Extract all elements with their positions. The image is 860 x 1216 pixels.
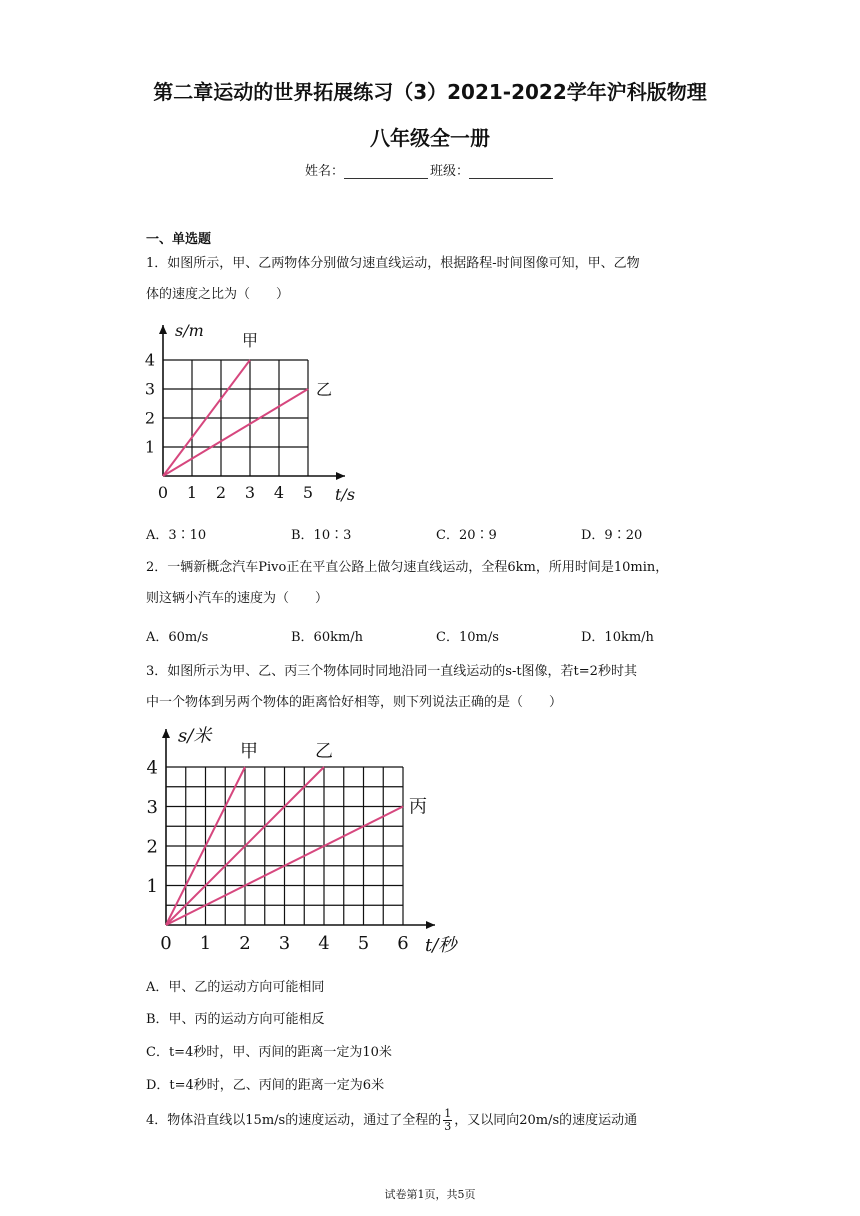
student-info-line xyxy=(0,160,860,179)
x-tick-label: 2 xyxy=(239,933,251,954)
x-tick-label: 3 xyxy=(278,933,291,954)
q3-option-a[interactable]: A．甲、乙的运动方向可能相同 xyxy=(146,980,325,995)
q1-option-a[interactable]: A．3∶10 xyxy=(146,528,207,543)
class-label: 班级： xyxy=(430,164,470,179)
series-line-2 xyxy=(163,389,308,476)
question-4-text-b: ，又以同向20m/s的速度运动通 xyxy=(454,1113,638,1128)
x-tick-label: 4 xyxy=(318,933,330,954)
page-title: 第二章运动的世界拓展练习（3）2021-2022学年沪科版物理 xyxy=(153,80,707,104)
y-tick-label: 1 xyxy=(146,875,158,897)
y-tick-label: 2 xyxy=(146,836,158,858)
y-axis-label: s/m xyxy=(175,322,204,341)
x-tick-label: 5 xyxy=(302,483,314,502)
page-footer: 试卷第1页，共5页 xyxy=(384,1188,476,1201)
x-tick-label: 3 xyxy=(244,483,256,502)
question-2-options xyxy=(146,626,726,645)
question-1-options xyxy=(146,524,726,543)
y-tick-label: 1 xyxy=(144,437,155,457)
y-tick-label: 3 xyxy=(144,379,155,399)
y-tick-label: 3 xyxy=(146,796,158,818)
series-label: 甲 xyxy=(240,741,258,762)
q1-option-b[interactable]: B．10∶3 xyxy=(291,528,352,543)
y-axis-arrow xyxy=(159,325,167,334)
x-axis-arrow xyxy=(336,472,345,480)
y-tick-label: 2 xyxy=(144,408,155,428)
x-tick-label: 0 xyxy=(157,483,169,502)
q3-option-d[interactable]: D．t=4秒时，乙、丙间的距离一定为6米 xyxy=(146,1078,385,1093)
q1-option-c[interactable]: C．20∶9 xyxy=(436,528,497,543)
fraction-one-third xyxy=(443,1108,452,1133)
y-axis-arrow xyxy=(162,729,170,738)
x-axis-label: t/s xyxy=(335,485,356,504)
question-4 xyxy=(146,1108,746,1133)
x-tick-label: 6 xyxy=(397,933,409,954)
x-tick-label: 1 xyxy=(186,483,198,502)
section-title: 一、单选题 xyxy=(146,232,212,247)
series-label: 甲 xyxy=(241,331,259,350)
x-tick-label: 2 xyxy=(215,483,227,502)
x-tick-label: 4 xyxy=(273,483,285,502)
name-blank[interactable] xyxy=(344,166,428,179)
y-tick-label: 4 xyxy=(146,757,158,779)
y-tick-label: 4 xyxy=(144,350,155,370)
q2-option-a[interactable]: A．60m/s xyxy=(146,630,209,645)
x-tick-label: 5 xyxy=(357,933,370,954)
fraction-numerator: 1 xyxy=(444,1107,452,1120)
question-2 xyxy=(146,552,716,614)
name-label: 姓名： xyxy=(304,164,344,179)
q2-option-b[interactable]: B．60km/h xyxy=(291,630,364,645)
question-3-line1: 3．如图所示为甲、乙、丙三个物体同时同地沿同一直线运动的s-t图像，若t=2秒时其 xyxy=(146,664,637,679)
x-tick-label: 0 xyxy=(160,933,172,954)
question-4-text-a: 4．物体沿直线以15m/s的速度运动，通过了全程的 xyxy=(146,1113,442,1128)
class-blank[interactable] xyxy=(469,166,553,179)
q3-option-b[interactable]: B．甲、丙的运动方向可能相反 xyxy=(146,1012,325,1027)
chart-2 xyxy=(140,725,480,960)
q3-option-c[interactable]: C．t=4秒时，甲、丙间的距离一定为10米 xyxy=(146,1045,392,1060)
question-1-line2: 体的速度之比为（ ） xyxy=(146,287,290,302)
x-tick-label: 1 xyxy=(199,933,212,954)
question-3-line2: 中一个物体到另两个物体的距离恰好相等，则下列说法正确的是（ ） xyxy=(146,695,563,710)
chart-1 xyxy=(140,322,370,508)
series-label: 乙 xyxy=(315,380,333,399)
q2-option-c[interactable]: C．10m/s xyxy=(436,630,499,645)
series-label: 丙 xyxy=(409,796,427,818)
x-axis-arrow xyxy=(426,921,435,929)
fraction-denominator: 3 xyxy=(444,1120,452,1133)
question-2-line1: 2．一辆新概念汽车Pivo正在平直公路上做匀速直线运动，全程6km，所用时间是10min， xyxy=(146,560,669,575)
series-label: 乙 xyxy=(315,741,333,762)
question-1-line1: 1．如图所示，甲、乙两物体分别做匀速直线运动，根据路程-时间图像可知，甲、乙物 xyxy=(146,256,640,271)
question-2-line2: 则这辆小汽车的速度为（ ） xyxy=(146,591,329,606)
page-subtitle: 八年级全一册 xyxy=(370,126,490,150)
q1-option-d[interactable]: D．9∶20 xyxy=(581,528,643,543)
x-axis-label: t/秒 xyxy=(425,935,457,956)
question-1 xyxy=(146,248,716,310)
question-3 xyxy=(146,656,716,718)
q2-option-d[interactable]: D．10km/h xyxy=(581,630,654,645)
y-axis-label: s/米 xyxy=(178,725,212,747)
